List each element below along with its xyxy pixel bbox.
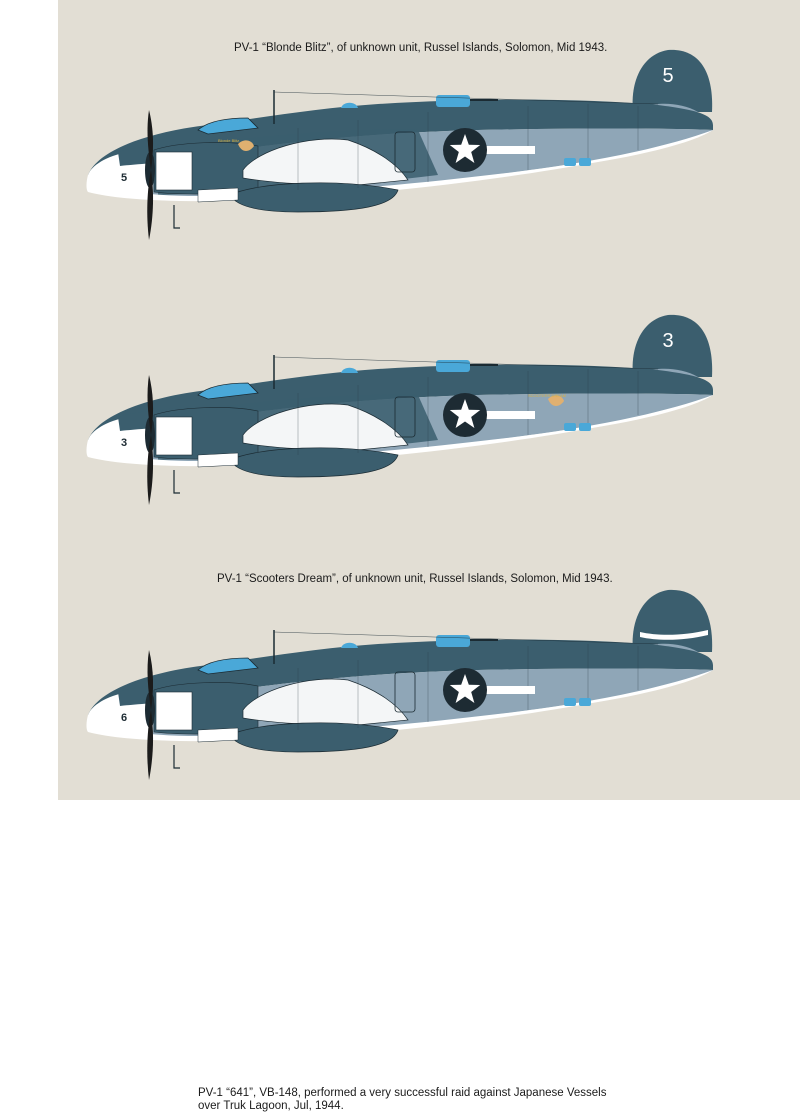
nose-number: 3 <box>120 437 128 449</box>
tail-fin <box>633 590 713 652</box>
caption-line: over Truk Lagoon, Jul, 1944. <box>198 1100 344 1112</box>
dorsal-turret <box>436 360 470 372</box>
aircraft-profile <box>58 265 800 530</box>
caption-line: PV-1 “641”, VB-148, performed a very successful raid against Japanese Vessels <box>198 1087 607 1099</box>
nose-art-text: Blonde Blitz <box>218 138 240 143</box>
dorsal-turret <box>436 635 470 647</box>
intake <box>198 188 238 202</box>
nacelle-panel <box>156 692 192 730</box>
exhaust-fairing <box>564 698 576 706</box>
astrodome <box>341 643 358 648</box>
dorsal-turret <box>436 95 470 107</box>
aircraft-plate <box>58 265 800 585</box>
exhaust-fairing <box>564 423 576 431</box>
aircraft-plate <box>58 0 800 265</box>
nacelle-panel <box>156 417 192 455</box>
exhaust-fairing <box>579 423 591 431</box>
aircraft-profile <box>58 0 800 265</box>
exhaust-fairing <box>579 698 591 706</box>
exhaust-fairing <box>564 158 576 166</box>
landing-gear <box>174 205 180 228</box>
aircraft-plate <box>58 530 800 1112</box>
plate-caption <box>198 1087 606 1113</box>
caption-line: PV-1 “Scooters Dream”, of unknown unit, Russel Islands, Solomon, Mid 1943. <box>217 573 613 585</box>
tail-number: 3 <box>662 330 674 352</box>
astrodome <box>341 103 358 108</box>
aircraft-profile <box>58 530 800 795</box>
nose-art-text: SCOOTERS DREAM <box>528 393 567 398</box>
profile-sheet <box>58 0 800 1112</box>
exhaust-fairing <box>579 158 591 166</box>
landing-gear <box>174 470 180 493</box>
caption-line: PV-1 “Blonde Blitz”, of unknown unit, Russel Islands, Solomon, Mid 1943. <box>234 42 608 54</box>
astrodome <box>341 368 358 373</box>
nose-number: 6 <box>120 712 128 724</box>
intake <box>198 453 238 467</box>
tail-number: 5 <box>662 65 674 87</box>
landing-gear <box>174 745 180 768</box>
nose-number: 5 <box>120 172 128 184</box>
nacelle-panel <box>156 152 192 190</box>
intake <box>198 728 238 742</box>
